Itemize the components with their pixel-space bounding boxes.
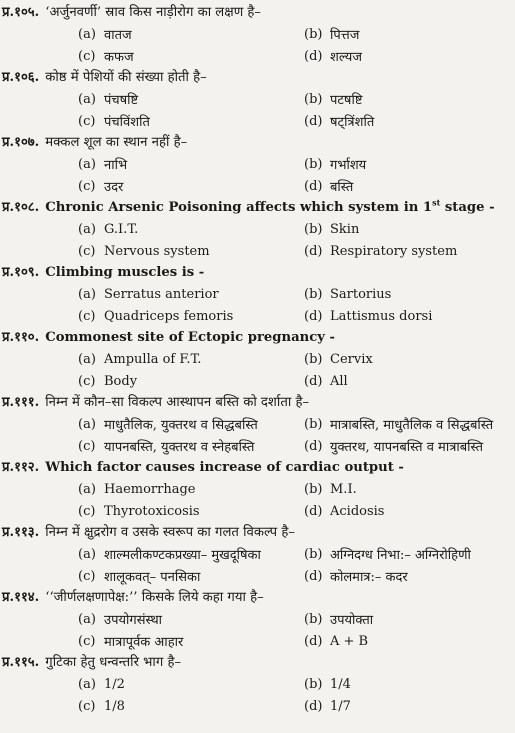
question-text-superscript: st bbox=[432, 197, 441, 208]
option-c bbox=[78, 112, 304, 130]
option-d bbox=[304, 504, 514, 519]
question-item bbox=[0, 587, 515, 652]
option-label: (b) bbox=[304, 416, 323, 432]
question-text-main: कोष्ठ में पेशियों की संख्या होती है– bbox=[45, 70, 207, 85]
question-header bbox=[0, 652, 515, 673]
question-text-main: गुटिका हेतु धन्वन्तरि भाग है– bbox=[45, 655, 182, 670]
option-text: उपयोगसंस्था bbox=[104, 613, 162, 628]
option-a bbox=[78, 415, 304, 433]
option-text: पटषष्टि bbox=[330, 93, 363, 108]
option-text: शाल्मलीकण्टकप्रख्या– मुखदूषिका bbox=[104, 548, 261, 563]
option-text: उदर bbox=[104, 180, 124, 195]
question-item bbox=[0, 67, 515, 132]
option-label: (a) bbox=[78, 221, 96, 237]
option-label: (b) bbox=[304, 221, 323, 237]
question-header bbox=[0, 327, 515, 348]
option-label: (b) bbox=[304, 156, 323, 172]
options-row bbox=[0, 88, 515, 110]
option-label: (b) bbox=[304, 481, 323, 497]
option-b bbox=[304, 287, 514, 302]
question-number: प्र.१०६. bbox=[2, 70, 40, 85]
option-b bbox=[304, 545, 514, 563]
option-text: Respiratory system bbox=[330, 243, 458, 259]
option-text: मात्रापूर्वक आहार bbox=[104, 635, 184, 650]
options-row bbox=[0, 45, 515, 67]
option-label: (d) bbox=[304, 503, 323, 519]
option-d bbox=[304, 699, 514, 714]
options-row bbox=[0, 695, 515, 717]
option-label: (a) bbox=[78, 611, 96, 627]
option-b bbox=[304, 610, 514, 628]
question-header bbox=[0, 522, 515, 543]
question-item bbox=[0, 457, 515, 522]
question-text-main: ‘अर्जुनवर्णी’ स्राव किस नाड़ीरोग का लक्षण है– bbox=[45, 5, 262, 20]
question-text-main: ‘‘जीर्णलक्षणापेक्ष:’’ किसके लिये कहा गया है– bbox=[45, 590, 264, 605]
option-text: 1/7 bbox=[330, 698, 351, 714]
option-d bbox=[304, 567, 514, 585]
option-label: (c) bbox=[78, 698, 96, 714]
option-label: (d) bbox=[304, 113, 323, 129]
option-text: Skin bbox=[330, 221, 360, 237]
option-label: (c) bbox=[78, 503, 96, 519]
options-row bbox=[0, 218, 515, 240]
option-d bbox=[304, 374, 514, 389]
question-number: प्र.११४. bbox=[2, 590, 40, 605]
option-text: 1/4 bbox=[330, 676, 351, 692]
option-text: All bbox=[330, 373, 348, 389]
option-a bbox=[78, 25, 304, 43]
option-c bbox=[78, 632, 304, 650]
option-label: (a) bbox=[78, 676, 96, 692]
option-text: यापनबस्ति, युक्तरथ व स्नेहबस्ति bbox=[104, 440, 255, 455]
option-label: (d) bbox=[304, 243, 323, 259]
options-row bbox=[0, 305, 515, 327]
option-text: कोलमात्र:– कदर bbox=[330, 570, 408, 585]
option-text: अग्निदग्ध निभा:– अग्निरोहिणी bbox=[330, 548, 471, 563]
option-c bbox=[78, 504, 304, 519]
question-text bbox=[45, 587, 263, 608]
option-d bbox=[304, 244, 514, 259]
question-text-main: Climbing muscles is - bbox=[45, 265, 205, 280]
option-a bbox=[78, 90, 304, 108]
question-number: प्र.१०५. bbox=[2, 5, 40, 20]
option-text: कफज bbox=[104, 50, 134, 65]
question-text-main: Which factor causes increase of cardiac output - bbox=[45, 460, 404, 475]
option-a bbox=[78, 677, 304, 692]
option-label: (b) bbox=[304, 26, 323, 42]
option-label: (c) bbox=[78, 48, 96, 64]
option-b bbox=[304, 677, 514, 692]
question-number: प्र.१०७. bbox=[2, 135, 40, 150]
option-d bbox=[304, 634, 514, 649]
options-row bbox=[0, 478, 515, 500]
options-row bbox=[0, 673, 515, 695]
option-text: Sartorius bbox=[330, 286, 392, 302]
option-c bbox=[78, 177, 304, 195]
option-text: Serratus anterior bbox=[104, 286, 219, 302]
options-row bbox=[0, 23, 515, 45]
option-label: (b) bbox=[304, 546, 323, 562]
question-number: प्र.१०८. bbox=[2, 200, 40, 215]
option-b bbox=[304, 222, 514, 237]
question-item bbox=[0, 197, 515, 262]
option-label: (c) bbox=[78, 308, 96, 324]
option-text: Body bbox=[104, 373, 138, 389]
option-d bbox=[304, 177, 514, 195]
option-text: Haemorrhage bbox=[104, 481, 196, 497]
question-item bbox=[0, 262, 515, 327]
option-label: (a) bbox=[78, 546, 96, 562]
question-text bbox=[45, 522, 295, 543]
options-row bbox=[0, 435, 515, 457]
question-text bbox=[45, 67, 206, 88]
option-c bbox=[78, 47, 304, 65]
option-c bbox=[78, 437, 304, 455]
options-row bbox=[0, 175, 515, 197]
question-text-main: मक्कल शूल का स्थान नहीं है– bbox=[45, 135, 188, 150]
options-row bbox=[0, 500, 515, 522]
question-header bbox=[0, 457, 515, 478]
question-text-main: निम्न में क्षुद्ररोग व उसके स्वरूप का गलत विकल्प है– bbox=[45, 525, 295, 540]
option-b bbox=[304, 25, 514, 43]
option-text: शल्यज bbox=[330, 50, 362, 65]
option-label: (a) bbox=[78, 481, 96, 497]
option-a bbox=[78, 155, 304, 173]
options-row bbox=[0, 348, 515, 370]
option-text: शालूकवत्– पनसिका bbox=[104, 570, 201, 585]
option-text: वातज bbox=[104, 28, 132, 43]
option-text: Nervous system bbox=[104, 243, 210, 259]
options-row bbox=[0, 543, 515, 565]
option-label: (a) bbox=[78, 286, 96, 302]
option-label: (c) bbox=[78, 178, 96, 194]
option-label: (a) bbox=[78, 351, 96, 367]
option-text: 1/2 bbox=[104, 676, 125, 692]
option-text: पंचविंशति bbox=[104, 115, 150, 130]
question-text-tail: stage - bbox=[440, 200, 495, 215]
option-label: (d) bbox=[304, 308, 323, 324]
option-text: 1/8 bbox=[104, 698, 125, 714]
question-text bbox=[45, 652, 181, 673]
question-item bbox=[0, 652, 515, 717]
option-text: Cervix bbox=[330, 351, 373, 367]
question-number: प्र.११५. bbox=[2, 655, 40, 670]
question-header bbox=[0, 197, 515, 218]
option-c bbox=[78, 699, 304, 714]
option-d bbox=[304, 47, 514, 65]
option-label: (d) bbox=[304, 438, 323, 454]
option-a bbox=[78, 222, 304, 237]
option-label: (c) bbox=[78, 568, 96, 584]
option-text: Quadriceps femoris bbox=[104, 308, 234, 324]
question-text bbox=[45, 392, 309, 413]
option-label: (d) bbox=[304, 48, 323, 64]
question-header bbox=[0, 587, 515, 608]
option-text: बस्ति bbox=[330, 180, 354, 195]
question-header bbox=[0, 132, 515, 153]
option-text: पित्तज bbox=[330, 28, 360, 43]
option-c bbox=[78, 567, 304, 585]
option-label: (b) bbox=[304, 611, 323, 627]
option-text: G.I.T. bbox=[104, 221, 139, 237]
option-label: (c) bbox=[78, 438, 96, 454]
option-label: (c) bbox=[78, 243, 96, 259]
option-text: M.I. bbox=[330, 481, 357, 497]
option-text: Ampulla of F.T. bbox=[104, 351, 202, 367]
option-label: (a) bbox=[78, 156, 96, 172]
option-c bbox=[78, 374, 304, 389]
option-text: षट्त्रिंशति bbox=[330, 115, 375, 130]
option-label: (c) bbox=[78, 633, 96, 649]
option-label: (b) bbox=[304, 676, 323, 692]
option-text: A + B bbox=[330, 633, 369, 649]
option-a bbox=[78, 545, 304, 563]
option-a bbox=[78, 352, 304, 367]
option-label: (a) bbox=[78, 91, 96, 107]
question-text bbox=[45, 197, 494, 218]
question-text-main: निम्न में कौन–सा विकल्प आस्थापन बस्ति को दर्शाता है– bbox=[45, 395, 310, 410]
options-row bbox=[0, 413, 515, 435]
option-d bbox=[304, 437, 514, 455]
question-item bbox=[0, 2, 515, 67]
options-row bbox=[0, 370, 515, 392]
question-text-main: Chronic Arsenic Poisoning affects which system in 1 bbox=[45, 200, 433, 215]
question-header bbox=[0, 2, 515, 23]
options-row bbox=[0, 110, 515, 132]
option-text: माधुतैलिक, युक्तरथ व सिद्धबस्ति bbox=[104, 418, 258, 433]
options-row bbox=[0, 565, 515, 587]
option-b bbox=[304, 155, 514, 173]
option-text: युक्तरथ, यापनबस्ति व मात्राबस्ति bbox=[330, 440, 484, 455]
question-header bbox=[0, 262, 515, 283]
option-a bbox=[78, 610, 304, 628]
option-text: पंचषष्टि bbox=[104, 93, 139, 108]
option-label: (d) bbox=[304, 698, 323, 714]
option-text: नाभि bbox=[104, 158, 128, 173]
option-b bbox=[304, 352, 514, 367]
option-label: (c) bbox=[78, 373, 96, 389]
option-label: (d) bbox=[304, 568, 323, 584]
option-label: (d) bbox=[304, 178, 323, 194]
question-text bbox=[45, 327, 335, 348]
option-d bbox=[304, 309, 514, 324]
question-header bbox=[0, 392, 515, 413]
option-label: (b) bbox=[304, 351, 323, 367]
options-row bbox=[0, 153, 515, 175]
question-item bbox=[0, 392, 515, 457]
option-label: (d) bbox=[304, 373, 323, 389]
options-row bbox=[0, 630, 515, 652]
option-label: (d) bbox=[304, 633, 323, 649]
question-header bbox=[0, 67, 515, 88]
options-row bbox=[0, 240, 515, 262]
option-b bbox=[304, 415, 514, 433]
option-label: (b) bbox=[304, 91, 323, 107]
question-item bbox=[0, 132, 515, 197]
question-text bbox=[45, 262, 204, 283]
question-text bbox=[45, 132, 187, 153]
option-label: (a) bbox=[78, 416, 96, 432]
option-a bbox=[78, 287, 304, 302]
option-c bbox=[78, 244, 304, 259]
option-text: मात्राबस्ति, माधुतैलिक व सिद्धबस्ति bbox=[330, 418, 494, 433]
option-d bbox=[304, 112, 514, 130]
question-text-main: Commonest site of Ectopic pregnancy - bbox=[45, 330, 335, 345]
option-text: Acidosis bbox=[330, 503, 385, 519]
option-c bbox=[78, 309, 304, 324]
option-text: गर्भाशय bbox=[330, 158, 367, 173]
option-b bbox=[304, 482, 514, 497]
option-b bbox=[304, 90, 514, 108]
question-number: प्र.१११. bbox=[2, 395, 40, 410]
option-text: Lattismus dorsi bbox=[330, 308, 433, 324]
question-number: प्र.११२. bbox=[2, 460, 40, 475]
question-item bbox=[0, 327, 515, 392]
options-row bbox=[0, 608, 515, 630]
option-text: उपयोक्ता bbox=[330, 613, 374, 628]
option-label: (b) bbox=[304, 286, 323, 302]
options-row bbox=[0, 283, 515, 305]
question-text bbox=[45, 457, 404, 478]
option-label: (c) bbox=[78, 113, 96, 129]
question-number: प्र.११०. bbox=[2, 330, 40, 345]
question-number: प्र.११३. bbox=[2, 525, 40, 540]
question-number: प्र.१०९. bbox=[2, 265, 40, 280]
option-a bbox=[78, 482, 304, 497]
option-label: (a) bbox=[78, 26, 96, 42]
question-text bbox=[45, 2, 261, 23]
option-text: Thyrotoxicosis bbox=[104, 503, 200, 519]
question-item bbox=[0, 522, 515, 587]
